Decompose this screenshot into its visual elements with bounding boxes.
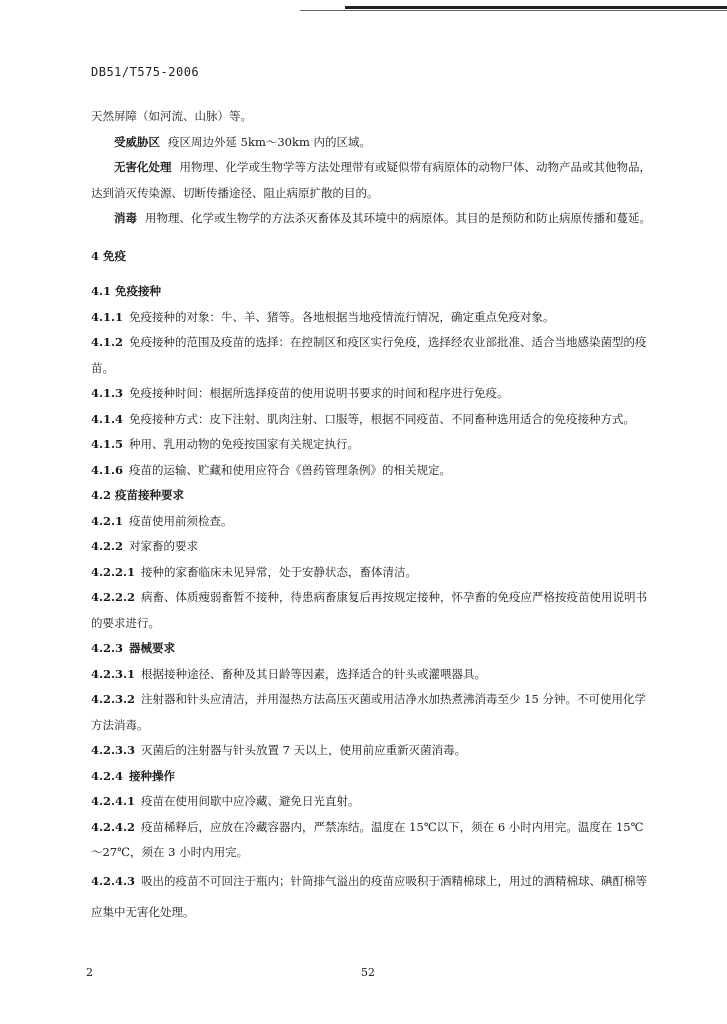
document-body	[91, 104, 651, 928]
definition-threat-zone	[91, 130, 651, 156]
clause-4-2-4-1: 4.2.4.1 疫苗在使用间歇中应冷藏、避免日光直射。	[91, 794, 360, 808]
page-number: 52	[361, 966, 375, 979]
section-heading-4: 4 免疫	[91, 248, 127, 263]
clause-4-1-3: 4.1.3 免疫接种时间：根据所选择疫苗的使用说明书要求的时间和程序进行免疫。	[91, 386, 509, 400]
definition-harmless-treatment	[91, 155, 651, 206]
definition-text: 疫区周边外延 5km～30km 内的区域。	[168, 134, 372, 149]
clause-4-2-2-2: 4.2.2.2 病畜、体质瘦弱畜暂不接种，待患病畜康复后再按规定接种，怀孕畜的免疫应严格按疫苗使用说明书的要求进行。	[91, 590, 648, 630]
definition-continuation: 天然屏障（如河流、山脉）等。	[91, 109, 252, 123]
clause-4-2-3: 4.2.3 器械要求	[91, 641, 176, 655]
clause-4-1-4: 4.1.4 免疫接种方式：皮下注射、肌肉注射、口服等，根据不同疫苗、不同畜种选用适合的免疫接种方式。	[91, 411, 636, 426]
standard-code: DB51/T575-2006	[91, 65, 200, 79]
section-heading-4-2: 4.2 疫苗接种要求	[91, 488, 185, 502]
clause-4-1-2: 4.1.2 免疫接种的范围及疫苗的选择：在控制区和疫区实行免疫，选择经农业部批准、适合当地感染菌型的疫苗。	[91, 335, 647, 375]
definition-text: 用物理、化学或生物学等方法处理带有或疑似带有病原体的动物尸体、动物产品或其他物品，达到消灭传染源、切断传播途径、阻止病原扩散的目的。	[91, 160, 651, 200]
clause-4-2-3-3: 4.2.3.3 灭菌后的注射器与针头放置 7 天以上，使用前应重新灭菌消毒。	[91, 743, 467, 757]
definition-disinfection	[91, 206, 651, 232]
term-threat-zone: 受威胁区	[114, 134, 160, 149]
top-rule	[345, 6, 727, 9]
clause-4-2-1: 4.2.1 疫苗使用前须检查。	[91, 513, 233, 528]
definition-text: 用物理、化学或生物学的方法杀灭畜体及其环境中的病原体。其目的是预防和防止病原传播和蔓延。	[145, 211, 651, 225]
clause-4-1-5: 4.1.5 种用、乳用动物的免疫按国家有关规定执行。	[91, 437, 360, 451]
term-harmless-treatment: 无害化处理	[114, 160, 172, 174]
clause-4-2-2-1: 4.2.2.1 接种的家畜临床未见异常，处于安静状态，畜体清洁。	[91, 564, 418, 579]
clause-4-2-3-2: 4.2.3.2 注射器和针头应清洁，并用湿热方法高压灭菌或用洁净水加热煮沸消毒至少 15 分钟。不可使用化学方法消毒。	[91, 692, 646, 732]
term-disinfection: 消毒	[114, 211, 137, 225]
clause-4-2-2: 4.2.2 对家畜的要求	[91, 539, 199, 553]
clause-4-1-1: 4.1.1 免疫接种的对象：牛、羊、猪等。各地根据当地疫情流行情况，确定重点免疫对象。	[91, 309, 555, 324]
section-heading-4-1: 4.1 免疫接种	[91, 284, 162, 298]
clause-4-2-3-1: 4.2.3.1 根据接种途径、畜种及其日龄等因素，选择适合的针头或灌喂器具。	[91, 666, 487, 681]
footer-left-number: 2	[86, 966, 93, 979]
clause-4-2-4-2: 4.2.4.2 疫苗稀释后，应放在冷藏容器内，严禁冻结。温度在 15℃以下，须在 6 小时内用完。温度在 15℃～27℃，须在 3 小时内用完。	[91, 819, 644, 859]
clause-4-1-6: 4.1.6 疫苗的运输、贮藏和使用应符合《兽药管理条例》的相关规定。	[91, 462, 452, 477]
clause-4-2-4: 4.2.4 接种操作	[91, 768, 176, 783]
clause-4-2-4-3: 4.2.4.3 吸出的疫苗不可回注于瓶内；针筒排气溢出的疫苗应吸积于酒精棉球上，用过的酒精棉球、碘酊棉等应集中无害化处理。	[91, 873, 648, 919]
top-rule-thin	[300, 10, 727, 11]
